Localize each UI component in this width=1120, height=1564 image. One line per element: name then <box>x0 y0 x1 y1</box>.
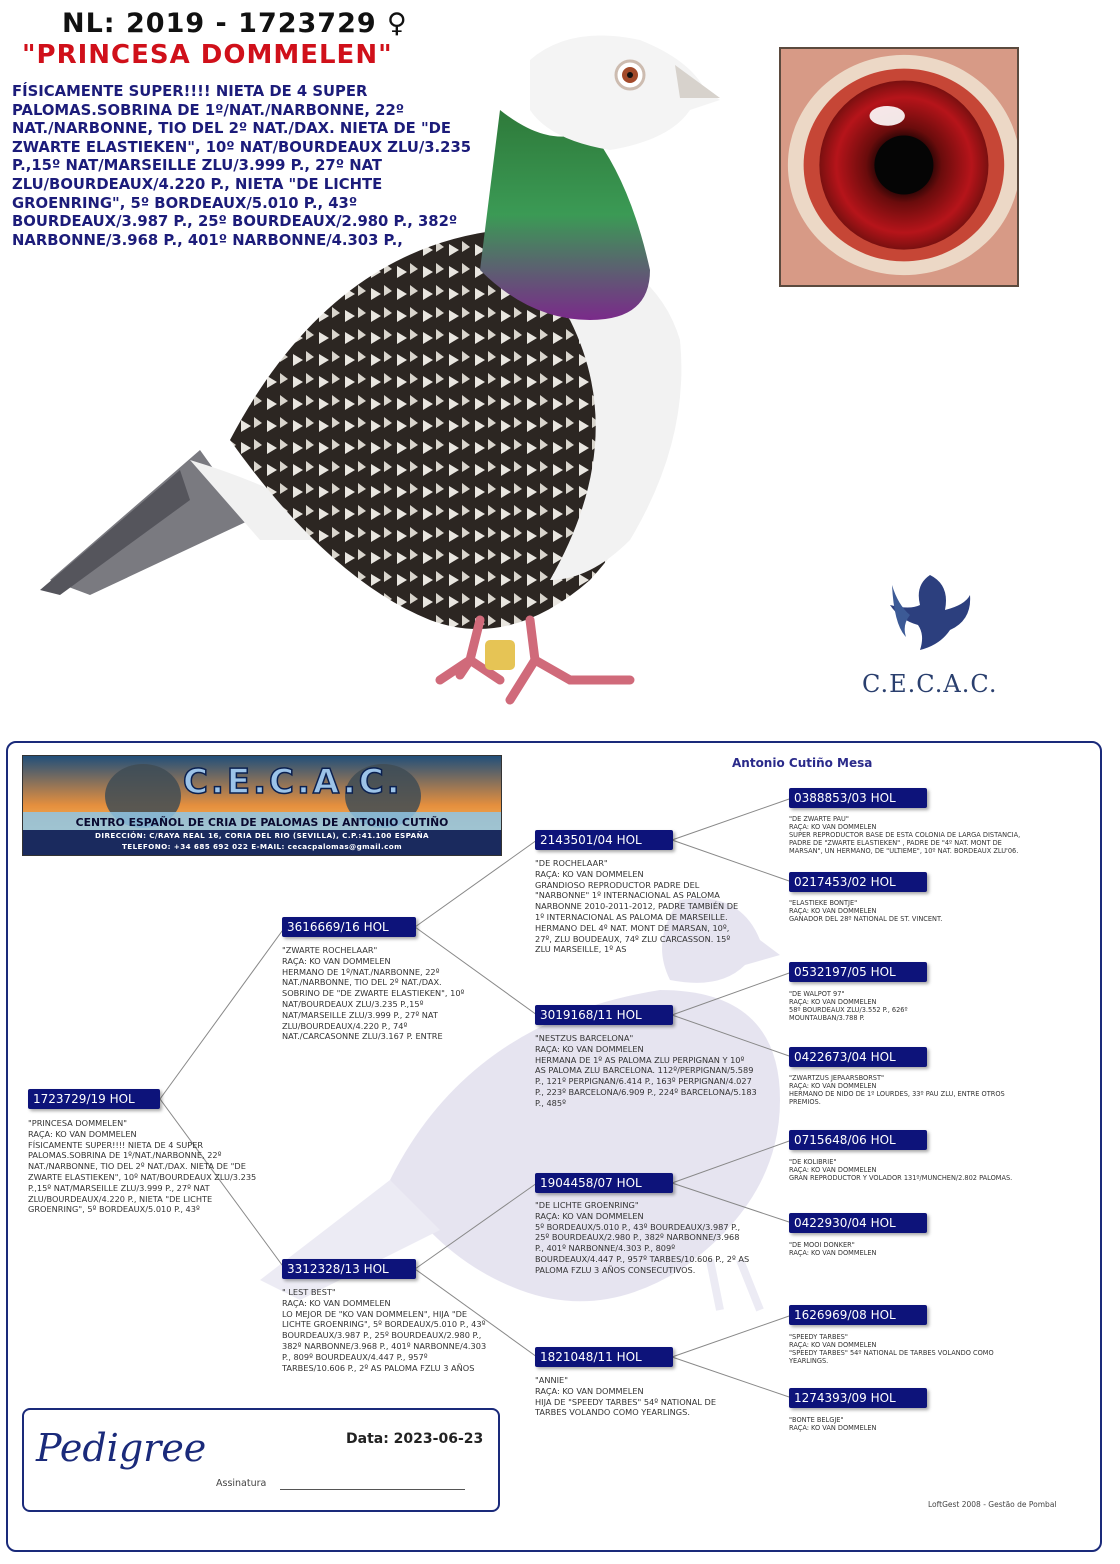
sdd-notes: HERMANO DE NIDO DE 1º LOURDES, 33º PAU ZLU, ENTRE OTROS PREMIOS. <box>789 1090 1005 1106</box>
sire-race: RAÇA: KO VAN DOMMELEN <box>282 955 391 966</box>
ddd-info <box>789 1416 1029 1432</box>
dds-ring-badge[interactable]: 1626969/08 HOL <box>789 1305 927 1325</box>
ss-name: "DE ROCHELAAR" <box>535 858 608 868</box>
sss-notes: SUPER REPRODUCTOR BASE DE ESTA COLONIA DE LARGA DISTANCIA, PADRE DE "ZWARTE ELASTIEKEN" , PADRE DE "4º NAT. MONT DE MARSAN", UN HERMANO, DE "ULTIEME", 10º NAT. BORDEAUX ZLU'06. <box>789 831 1021 855</box>
ddd-race: RAÇA: KO VAN DOMMELEN <box>789 1424 877 1432</box>
dd-name: "ANNIE" <box>535 1375 568 1385</box>
ssd-notes: GANADOR DEL 28º NATIONAL DE ST. VINCENT. <box>789 915 943 923</box>
ds-ring-badge[interactable]: 1904458/07 HOL <box>535 1173 673 1193</box>
banner-logo-text: C.E.C.A.C. <box>183 762 403 802</box>
dss-info <box>789 1158 1029 1182</box>
bird-name-title: "PRINCESA DOMMELEN" <box>22 40 393 70</box>
dsd-race: RAÇA: KO VAN DOMMELEN <box>789 1249 877 1257</box>
ss-info <box>535 858 747 955</box>
ss-race: RAÇA: KO VAN DOMMELEN <box>535 868 644 879</box>
sss-race: RAÇA: KO VAN DOMMELEN <box>789 823 877 831</box>
ss-notes: GRANDIOSO REPRODUCTOR PADRE DEL "NARBONNE" 1º INTERNACIONAL AS PALOMA NARBONNE 2010-2011-2012, PADRE TAMBIÉN DE 1º INTERNACIONAL AS PALOMA DE MARSEILLE. HERMANO DEL 4º NAT. MONT DE MARSAN, 10º, 27º, ZLU BOUDEAUX, 74º ZLU CARCASSON. 15º ZLU MARSEILLE, 1º AS <box>535 879 739 955</box>
subject-notes: FÍSICAMENTE SUPER!!!! NIETA DE 4 SUPER PALOMAS.SOBRINA DE 1º/NAT./NARBONNE, 22º NAT./NARBONNE, TIO DEL 2º NAT./DAX. NIETA DE "DE ZWARTE ELASTIEKEN", 10º NAT/BOURDEAUX ZLU/3.235 P.,15º NAT/MARSEILLE ZLU/3.999 P., 27º NAT ZLU/BOURDEAUX/4.220 P., NIETA "DE LICHTE GROENRING", 5º BORDEAUX/5.010 P., 43º <box>28 1139 257 1215</box>
ring-number-title: NL: 2019 - 1723729 ♀ <box>62 8 408 39</box>
dss-race: RAÇA: KO VAN DOMMELEN <box>789 1166 877 1174</box>
sdd-name: "ZWARTZUS JEPAARSBORST" <box>789 1074 885 1082</box>
dds-info <box>789 1333 1029 1365</box>
dds-notes: "SPEEDY TARBES" 54º NATIONAL DE TARBES VOLANDO COMO YEARLINGS. <box>789 1349 994 1365</box>
sdd-info <box>789 1074 1029 1106</box>
ssd-name: "ELASTIEKE BONTJE" <box>789 899 858 907</box>
subject-info <box>28 1118 268 1215</box>
ds-race: RAÇA: KO VAN DOMMELEN <box>535 1210 644 1221</box>
dss-ring-badge[interactable]: 0715648/06 HOL <box>789 1130 927 1150</box>
subject-name: "PRINCESA DOMMELEN" <box>28 1118 128 1128</box>
sd-name: "NESTZUS BARCELONA" <box>535 1033 634 1043</box>
sdd-race: RAÇA: KO VAN DOMMELEN <box>789 1082 877 1090</box>
sss-info <box>789 815 1029 855</box>
ssd-info <box>789 899 1029 923</box>
dsd-ring-badge[interactable]: 0422930/04 HOL <box>789 1213 927 1233</box>
sd-notes: HERMANA DE 1º AS PALOMA ZLU PERPIGNAN Y 10º AS PALOMA ZLU BARCELONA. 112º/PERPIGNAN/5.589 P., 121º PERPIGNAN/6.414 P., 163º PERPIGNAN/4.027 P., 223º BARCELONA/6.909 P., 224º BARCELONA/5.183 P., 485º <box>535 1054 757 1108</box>
dsd-name: "DE MOOI DONKER" <box>789 1241 855 1249</box>
ds-name: "DE LICHTE GROENRING" <box>535 1200 639 1210</box>
dsd-info <box>789 1241 1029 1257</box>
dd-notes: HIJA DE "SPEEDY TARBES" 54º NATIONAL DE TARBES VOLANDO COMO YEARLINGS. <box>535 1396 717 1418</box>
cecac-logo-text: C.E.C.A.C. <box>862 670 998 698</box>
ss-ring-badge[interactable]: 2143501/04 HOL <box>535 830 673 850</box>
ddd-ring-badge[interactable]: 1274393/09 HOL <box>789 1388 927 1408</box>
banner-phone: TELEFONO: +34 685 692 022 E-MAIL: cecacpalomas@gmail.com <box>121 842 403 851</box>
sds-name: "DE WALPOT 97" <box>789 990 845 998</box>
dam-race: RAÇA: KO VAN DOMMELEN <box>282 1297 391 1308</box>
sds-race: RAÇA: KO VAN DOMMELEN <box>789 998 877 1006</box>
dd-race: RAÇA: KO VAN DOMMELEN <box>535 1385 644 1396</box>
sss-ring-badge[interactable]: 0388853/03 HOL <box>789 788 927 808</box>
dds-name: "SPEEDY TARBES" <box>789 1333 848 1341</box>
sss-name: "DE ZWARTE PAU" <box>789 815 849 823</box>
ds-notes: 5º BORDEAUX/5.010 P., 43º BOURDEAUX/3.987 P., 25º BOURDEAUX/2.980 P., 382º NARBONNE/3.968 P., 401º NARBONNE/4.303 P., 809º BOURDEAUX/4.447 P., 957º TARBES/10.606 P., 2º AS PALOMA FZLU 3 AÑOS CONSECUTIVOS. <box>535 1221 750 1275</box>
dd-ring-badge[interactable]: 1821048/11 HOL <box>535 1347 673 1367</box>
ssd-ring-badge[interactable]: 0217453/02 HOL <box>789 872 927 892</box>
sds-info <box>789 990 939 1022</box>
dam-ring-badge[interactable]: 3312328/13 HOL <box>282 1259 416 1279</box>
bird-description: FÍSICAMENTE SUPER!!!! NIETA DE 4 SUPER PALOMAS.SOBRINA DE 1º/NAT./NARBONNE, 22º NAT./NARBONNE, TIO DEL 2º NAT./DAX. NIETA DE "DE ZWARTE ELASTIEKEN", 10º NAT/BOURDEAUX ZLU/3.235 P.,15º NAT/MARSEILLE ZLU/3.999 P., 27º NAT ZLU/BOURDEAUX/4.220 P., NIETA "DE LICHTE GROENRING", 5º BORDEAUX/5.010 P., 43º BOURDEAUX/3.987 P., 25º BOURDEAUX/2.980 P., 382º NARBONNE/3.968 P., 401º NARBONNE/4.303 P., <box>12 83 472 249</box>
dd-info <box>535 1375 750 1418</box>
owner-name: Antonio Cutiño Mesa <box>732 756 873 770</box>
banner-address: DIRECCIÓN: C/RAYA REAL 16, CORIA DEL RIO (SEVILLA), C.P.:41.100 ESPAÑA <box>95 831 429 840</box>
sd-race: RAÇA: KO VAN DOMMELEN <box>535 1043 644 1054</box>
sire-notes: HERMANO DE 1º/NAT./NARBONNE, 22º NAT./NARBONNE, TIO DEL 2º NAT./DAX. SOBRINO DE "DE ZWARTE ELASTIEKEN", 10º NAT/BOURDEAUX ZLU/3.235 P.,15º NAT/MARSEILLE ZLU/3.999 P., 27º NAT ZLU/BOURDEAUX/4.220 P., 74º NAT./CARCASONNE ZLU/3.167 P. ENTRE <box>282 966 465 1042</box>
dam-name: " LEST BEST" <box>282 1287 336 1297</box>
dss-notes: GRAN REPRODUCTOR Y VOLADOR 131º/MUNCHEN/2.802 PALOMAS. <box>789 1174 1013 1182</box>
ds-info <box>535 1200 750 1276</box>
signature-line[interactable] <box>280 1489 465 1490</box>
sdd-ring-badge[interactable]: 0422673/04 HOL <box>789 1047 927 1067</box>
dds-race: RAÇA: KO VAN DOMMELEN <box>789 1341 877 1349</box>
dam-notes: LO MEJOR DE "KO VAN DOMMELEN", HIJA "DE LICHTE GROENRING", 5º BORDEAUX/5.010 P., 43º BOURDEAUX/3.987 P., 25º BOURDEAUX/2.980 P., 382º NARBONNE/3.968 P., 401º NARBONNE/4.303 P., 809º BOURDEAUX/4.447 P., 957º TARBES/10.606 P., 2º AS PALOMA FZLU 3 AÑOS <box>282 1308 487 1373</box>
dam-info <box>282 1287 492 1373</box>
banner-center-name: CENTRO ESPAÑOL DE CRIA DE PALOMAS DE ANTONIO CUTIÑO <box>75 816 449 829</box>
sire-info <box>282 945 482 1042</box>
sd-info <box>535 1033 757 1109</box>
pedigree-script-title: Pedigree <box>36 1426 207 1470</box>
sds-ring-badge[interactable]: 0532197/05 HOL <box>789 962 927 982</box>
sire-name: "ZWARTE ROCHELAAR" <box>282 945 378 955</box>
subject-race: RAÇA: KO VAN DOMMELEN <box>28 1128 137 1139</box>
ssd-race: RAÇA: KO VAN DOMMELEN <box>789 907 877 915</box>
dss-name: "DE KOLIBRIE" <box>789 1158 837 1166</box>
software-footer: LoftGest 2008 - Gestão de Pombal <box>928 1500 1057 1509</box>
pedigree-date: Data: 2023-06-23 <box>346 1431 484 1447</box>
sire-ring-badge[interactable]: 3616669/16 HOL <box>282 917 416 937</box>
sds-notes: 58º BOURDEAUX ZLU/3.552 P., 626º MOUNTAUBAN/3.788 P. <box>789 1006 908 1022</box>
ddd-name: "BONTE BELGJE" <box>789 1416 844 1424</box>
subject-ring-badge[interactable]: 1723729/19 HOL <box>28 1089 160 1109</box>
sd-ring-badge[interactable]: 3019168/11 HOL <box>535 1005 673 1025</box>
signature-label: Assinatura <box>216 1478 267 1489</box>
